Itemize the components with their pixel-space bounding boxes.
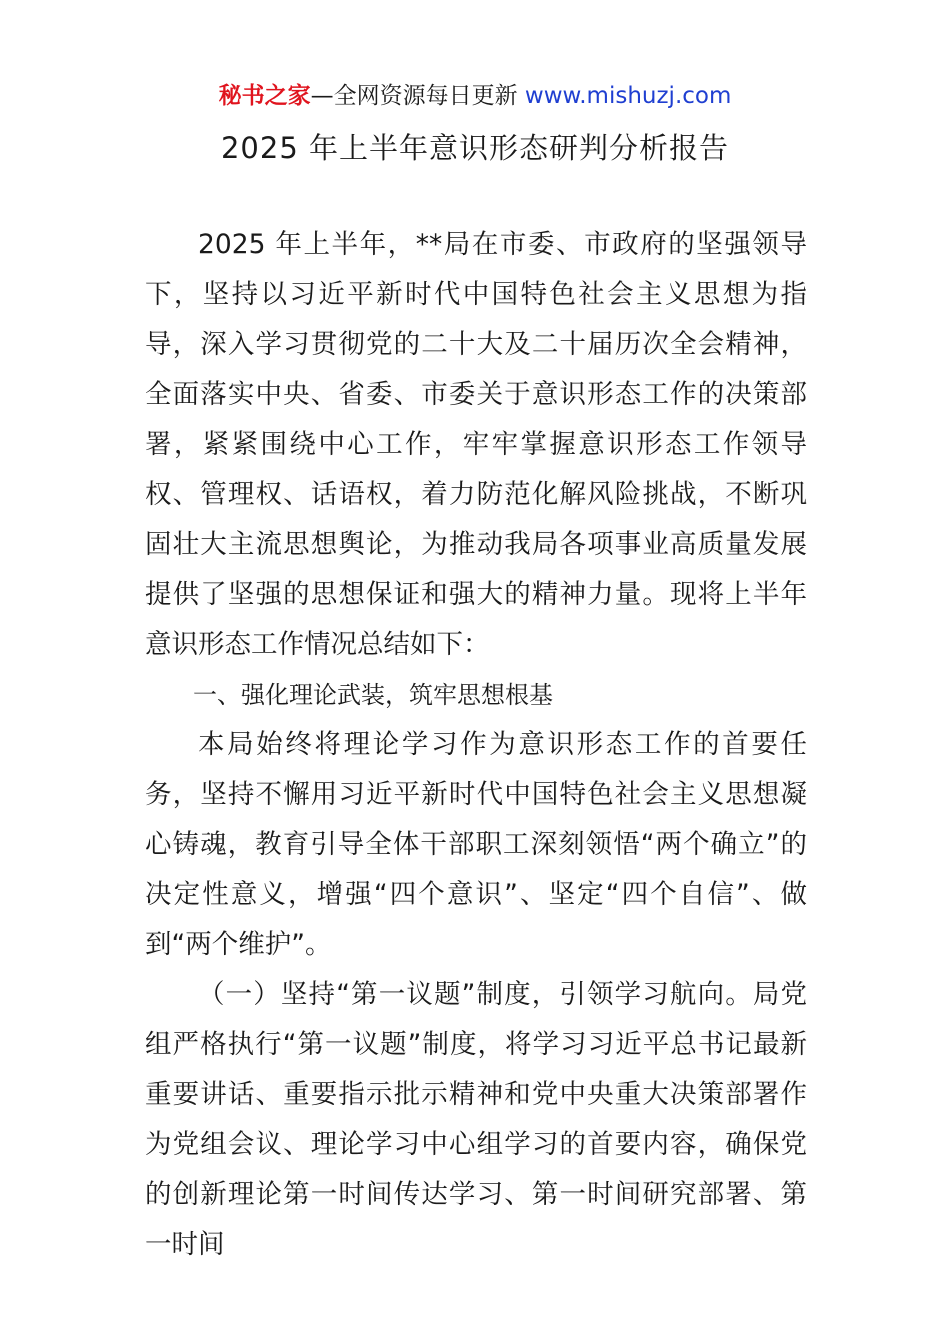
header-tagline: —全网资源每日更新: [310, 83, 518, 109]
site-header: [0, 80, 950, 112]
section-heading: 一、强化理论武装，筑牢思想根基: [193, 681, 553, 709]
document-body: [145, 220, 807, 1270]
subsection-paragraph: （一）坚持“第一议题”制度，引领学习航向。局党组严格执行“第一议题”制度，将学习习近平总书记最新重要讲话、重要指示批示精神和党中央重大决策部署作为党组会议、理论学习中心组学习的首要内容，确保党的创新理论第一时间传达学习、第一时间研究部署、第一时间: [145, 979, 807, 1260]
document-title: 2025 年上半年意识形态研判分析报告: [220, 131, 730, 165]
section-paragraph: 本局始终将理论学习作为意识形态工作的首要任务，坚持不懈用习近平新时代中国特色社会主义思想凝心铸魂，教育引导全体干部职工深刻领悟“两个确立”的决定性意义，增强“四个意识”、坚定“四个自信”、做到“两个维护”。: [145, 729, 807, 960]
intro-paragraph: 2025 年上半年，**局在市委、市政府的坚强领导下，坚持以习近平新时代中国特色社会主义思想为指导，深入学习贯彻党的二十大及二十届历次全会精神，全面落实中央、省委、市委关于意识形态工作的决策部署，紧紧围绕中心工作，牢牢掌握意识形态工作领导权、管理权、话语权，着力防范化解风险挑战，不断巩固壮大主流思想舆论，为推动我局各项事业高质量发展提供了坚强的思想保证和强大的精神力量。现将上半年意识形态工作情况总结如下：: [145, 229, 807, 660]
site-url-link[interactable]: www.mishuzj.com: [524, 83, 732, 109]
brand-name: 秘书之家: [218, 83, 311, 109]
